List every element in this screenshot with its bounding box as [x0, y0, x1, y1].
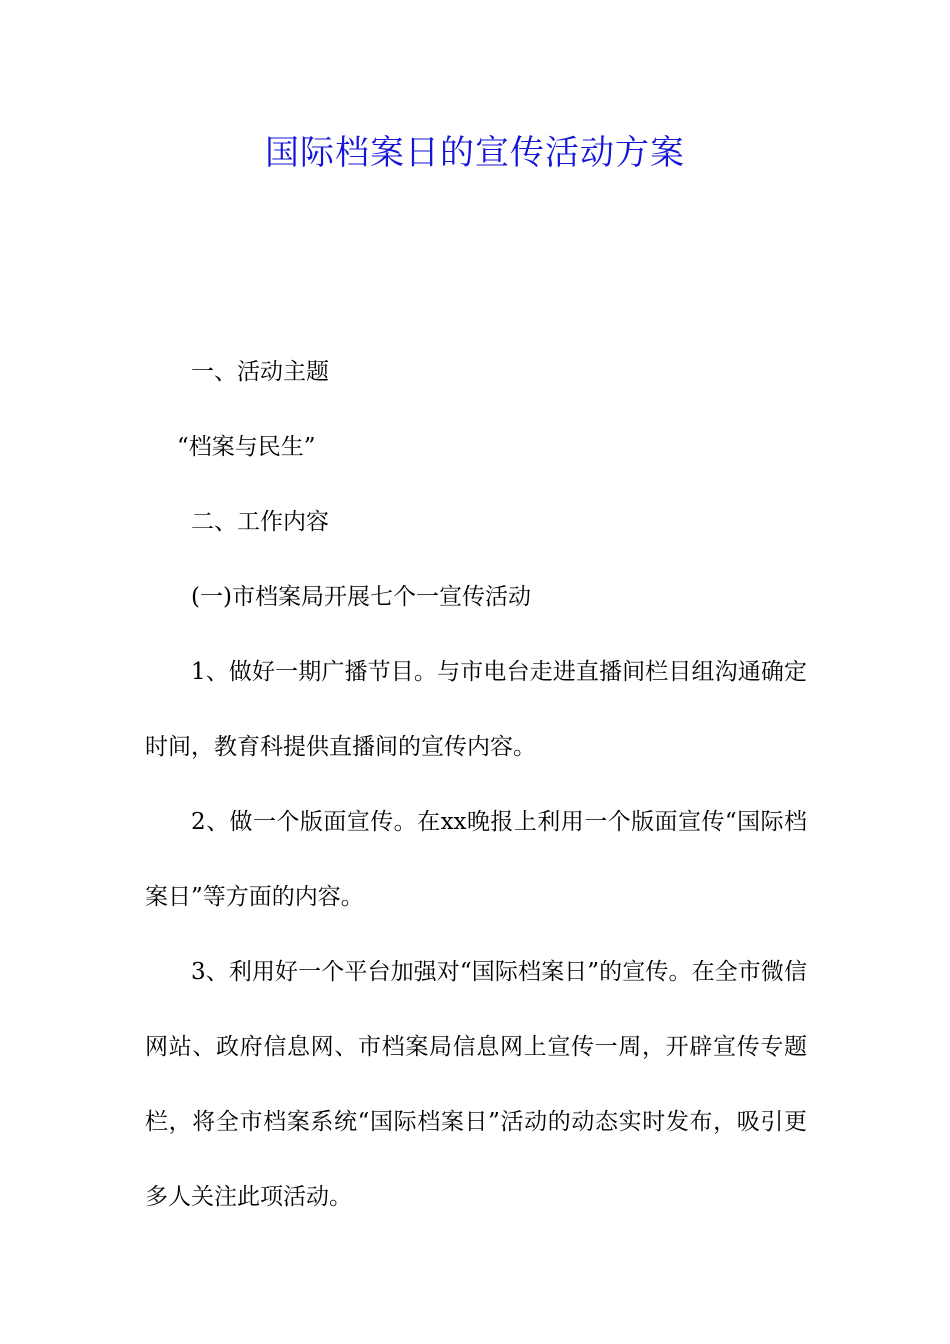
- document-body: [145, 335, 807, 1235]
- paragraph-item-2: 2、做一个版面宣传。在xx晚报上利用一个版面宣传“国际档案日”等方面的内容。: [145, 809, 807, 910]
- section-heading-theme: 一、活动主题: [191, 359, 329, 385]
- document-title: 国际档案日的宣传活动方案: [265, 133, 685, 173]
- paragraph-item-1: 1、做好一期广播节目。与市电台走进直播间栏目组沟通确定时间，教育科提供直播间的宣传内容。: [145, 659, 807, 760]
- paragraph-item-3: 3、利用好一个平台加强对“国际档案日”的宣传。在全市微信网站、政府信息网、市档案局信息网上宣传一周，开辟宣传专题栏，将全市档案系统“国际档案日”活动的动态实时发布，吸引更多人关注此项活动。: [145, 959, 807, 1210]
- theme-text: “档案与民生”: [177, 434, 316, 460]
- section-heading-content: 二、工作内容: [191, 509, 329, 535]
- subsection-heading: (一)市档案局开展七个一宣传活动: [191, 584, 531, 610]
